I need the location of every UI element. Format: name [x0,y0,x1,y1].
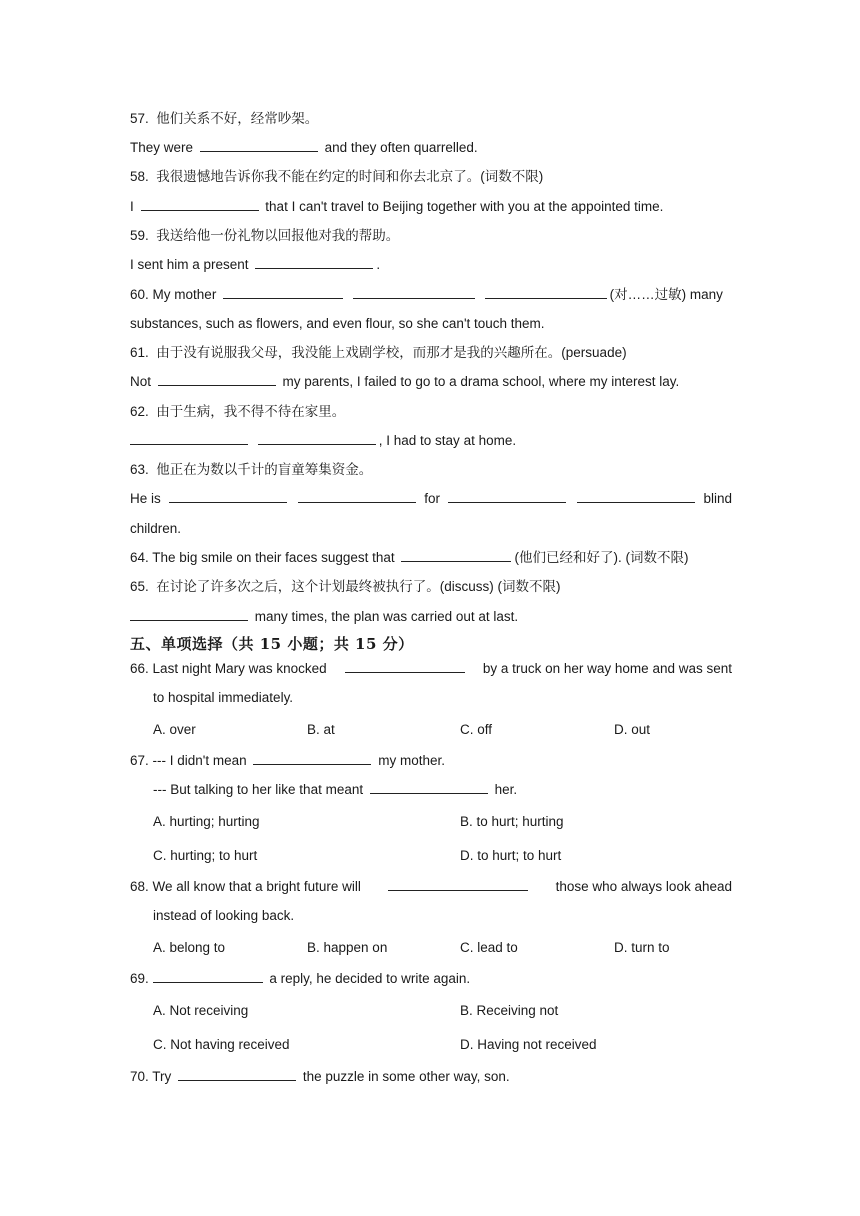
q67-blank-2[interactable] [370,781,488,794]
q68-option-d[interactable]: D. turn to [614,940,670,955]
q57-prompt: 57. 他们关系不好，经常吵架。 [130,111,319,126]
q63-sentence: He is for blind [130,491,732,506]
q58-sentence: I that I can't travel to Beijing together with you at the appointed time. [130,199,664,214]
q60-blank-3[interactable] [485,286,607,299]
q67-option-c[interactable]: C. hurting; to hurt [153,848,258,863]
q62-sentence: , I had to stay at home. [130,432,516,450]
q58-blank[interactable] [141,198,259,211]
q67-stem: 67. --- I didn't mean my mother. [130,753,445,768]
q60-sentence: 60. My mother (对……过敏) many [130,287,723,302]
q67-blank-1[interactable] [253,752,371,765]
q67-stem-line2: --- But talking to her like that meant her. [153,782,518,797]
q59-blank[interactable] [255,256,373,269]
q66-option-a[interactable]: A. over [153,722,196,737]
q66-option-c[interactable]: C. off [460,722,493,737]
q63-prompt: 63. 他正在为数以千计的盲童筹集资金。 [130,462,373,477]
q65-blank[interactable] [130,608,248,621]
q64-sentence: 64. The big smile on their faces suggest that (他们已经和好了). (词数不限) [130,550,689,565]
q64-blank[interactable] [401,549,511,562]
q68-stem-line2: instead of looking back. [153,908,295,923]
q69-option-c[interactable]: C. Not having received [153,1037,290,1052]
q67-option-b[interactable]: B. to hurt; hurting [460,814,564,829]
q61-blank[interactable] [158,373,276,386]
q67-option-a[interactable]: A. hurting; hurting [153,814,260,829]
q67-option-d[interactable]: D. to hurt; to hurt [460,848,562,863]
q69-stem: 69. a reply, he decided to write again. [130,971,471,986]
q57-blank[interactable] [200,139,318,152]
q63-blank-1[interactable] [169,490,287,503]
q58-prompt: 58. 我很遗憾地告诉你我不能在约定的时间和你去北京了。(词数不限) [130,169,544,184]
q57-sentence: They were and they often quarrelled. [130,140,478,155]
q70-blank[interactable] [178,1068,296,1081]
q66-blank[interactable] [345,660,465,673]
q63-sentence-line2: children. [130,521,182,536]
q60-blank-2[interactable] [353,286,475,299]
q59-prompt: 59. 我送给他一份礼物以回报他对我的帮助。 [130,228,400,243]
q69-option-a[interactable]: A. Not receiving [153,1003,249,1018]
q59-sentence: I sent him a present . [130,257,381,272]
q62-prompt: 62. 由于生病，我不得不待在家里。 [130,404,346,419]
q62-blank-1[interactable] [130,432,248,445]
q65-sentence: many times, the plan was carried out at last. [130,608,518,626]
q63-blank-2[interactable] [298,490,416,503]
q65-prompt: 65. 在讨论了许多次之后，这个计划最终被执行了。(discuss) (词数不限) [130,579,561,594]
q61-sentence: Not my parents, I failed to go to a drama school, where my interest lay. [130,374,680,389]
q62-blank-2[interactable] [258,432,376,445]
section-title: 五、单项选择（共 15 小题；共 15 分） [130,635,414,653]
q63-blank-4[interactable] [577,490,695,503]
q68-option-b[interactable]: B. happen on [307,940,388,955]
q68-blank[interactable] [388,878,528,891]
q66-stem-line2: to hospital immediately. [153,690,294,705]
q69-blank[interactable] [153,970,263,983]
q66-stem: 66. Last night Mary was knocked by a truck on her way home and was sent [130,661,732,676]
q66-option-b[interactable]: B. at [307,722,335,737]
q68-option-a[interactable]: A. belong to [153,940,226,955]
q69-option-b[interactable]: B. Receiving not [460,1003,559,1018]
q61-prompt: 61. 由于没有说服我父母，我没能上戏剧学校，而那才是我的兴趣所在。(persuade) [130,345,627,360]
q63-blank-3[interactable] [448,490,566,503]
q68-option-c[interactable]: C. lead to [460,940,518,955]
q66-option-d[interactable]: D. out [614,722,651,737]
q69-option-d[interactable]: D. Having not received [460,1037,597,1052]
q70-stem: 70. Try the puzzle in some other way, son. [130,1069,510,1084]
q60-blank-1[interactable] [223,286,343,299]
q68-stem: 68. We all know that a bright future will those who always look ahead [130,879,732,894]
q60-sentence-line2: substances, such as flowers, and even flour, so she can't touch them. [130,316,545,331]
